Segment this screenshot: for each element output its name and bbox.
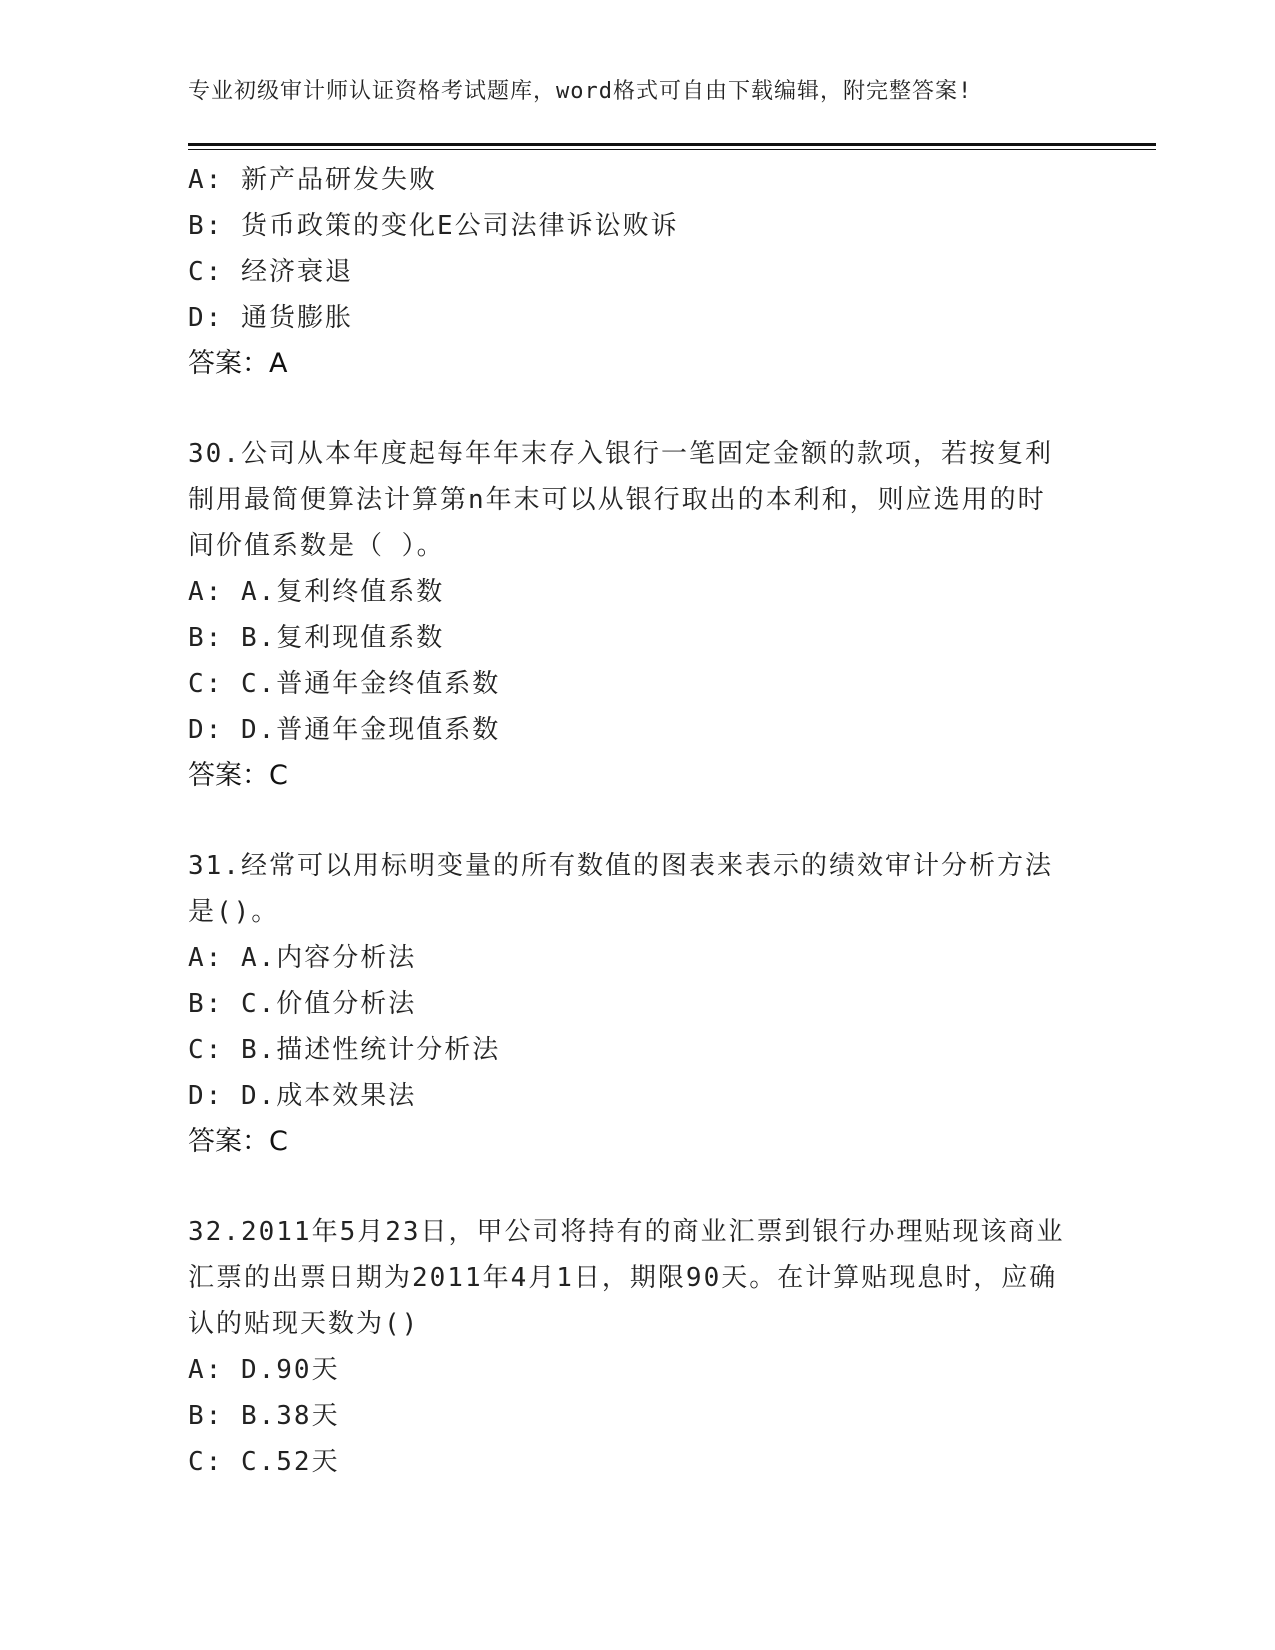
option-d: D: 通货膨胀 [188, 303, 353, 333]
option-b: B: B.复利现值系数 [188, 623, 445, 653]
question-stem: 31.经常可以用标明变量的所有数值的图表来表示的绩效审计分析方法是()。 [188, 851, 1053, 927]
option-c: C: B.描述性统计分析法 [188, 1035, 501, 1065]
question-content [188, 157, 1088, 1485]
option-a: A: A.复利终值系数 [188, 577, 445, 607]
question-block [188, 431, 1088, 799]
question-block [188, 843, 1088, 1165]
header-rule-thick [188, 143, 1156, 146]
question-stem: 30.公司从本年度起每年年末存入银行一笔固定金额的款项，若按复利制用最简便算法计算第n年末可以从银行取出的本利和，则应选用的时间价值系数是（ ）。 [188, 439, 1053, 561]
option-a: A: D.90天 [188, 1355, 340, 1385]
option-c: C: C.52天 [188, 1447, 340, 1477]
option-d: D: D.普通年金现值系数 [188, 715, 501, 745]
option-a: A: A.内容分析法 [188, 943, 417, 973]
option-b: B: 货币政策的变化E公司法律诉讼败诉 [188, 211, 679, 241]
answer-line: 答案：A [188, 348, 288, 379]
answer-line: 答案：C [188, 1126, 288, 1157]
option-a: A: 新产品研发失败 [188, 165, 437, 195]
header-rule-thin [188, 149, 1156, 150]
option-c: C: 经济衰退 [188, 257, 353, 287]
answer-line: 答案：C [188, 760, 288, 791]
option-c: C: C.普通年金终值系数 [188, 669, 501, 699]
option-b: B: C.价值分析法 [188, 989, 417, 1019]
question-block [188, 157, 1088, 387]
option-b: B: B.38天 [188, 1401, 340, 1431]
option-d: D: D.成本效果法 [188, 1081, 417, 1111]
page-header: 专业初级审计师认证资格考试题库，word格式可自由下载编辑，附完整答案! [188, 79, 973, 104]
question-stem: 32.2011年5月23日，甲公司将持有的商业汇票到银行办理贴现该商业汇票的出票日期为2011年4月1日，期限90天。在计算贴现息时，应确认的贴现天数为() [188, 1217, 1065, 1339]
question-block [188, 1209, 1088, 1485]
